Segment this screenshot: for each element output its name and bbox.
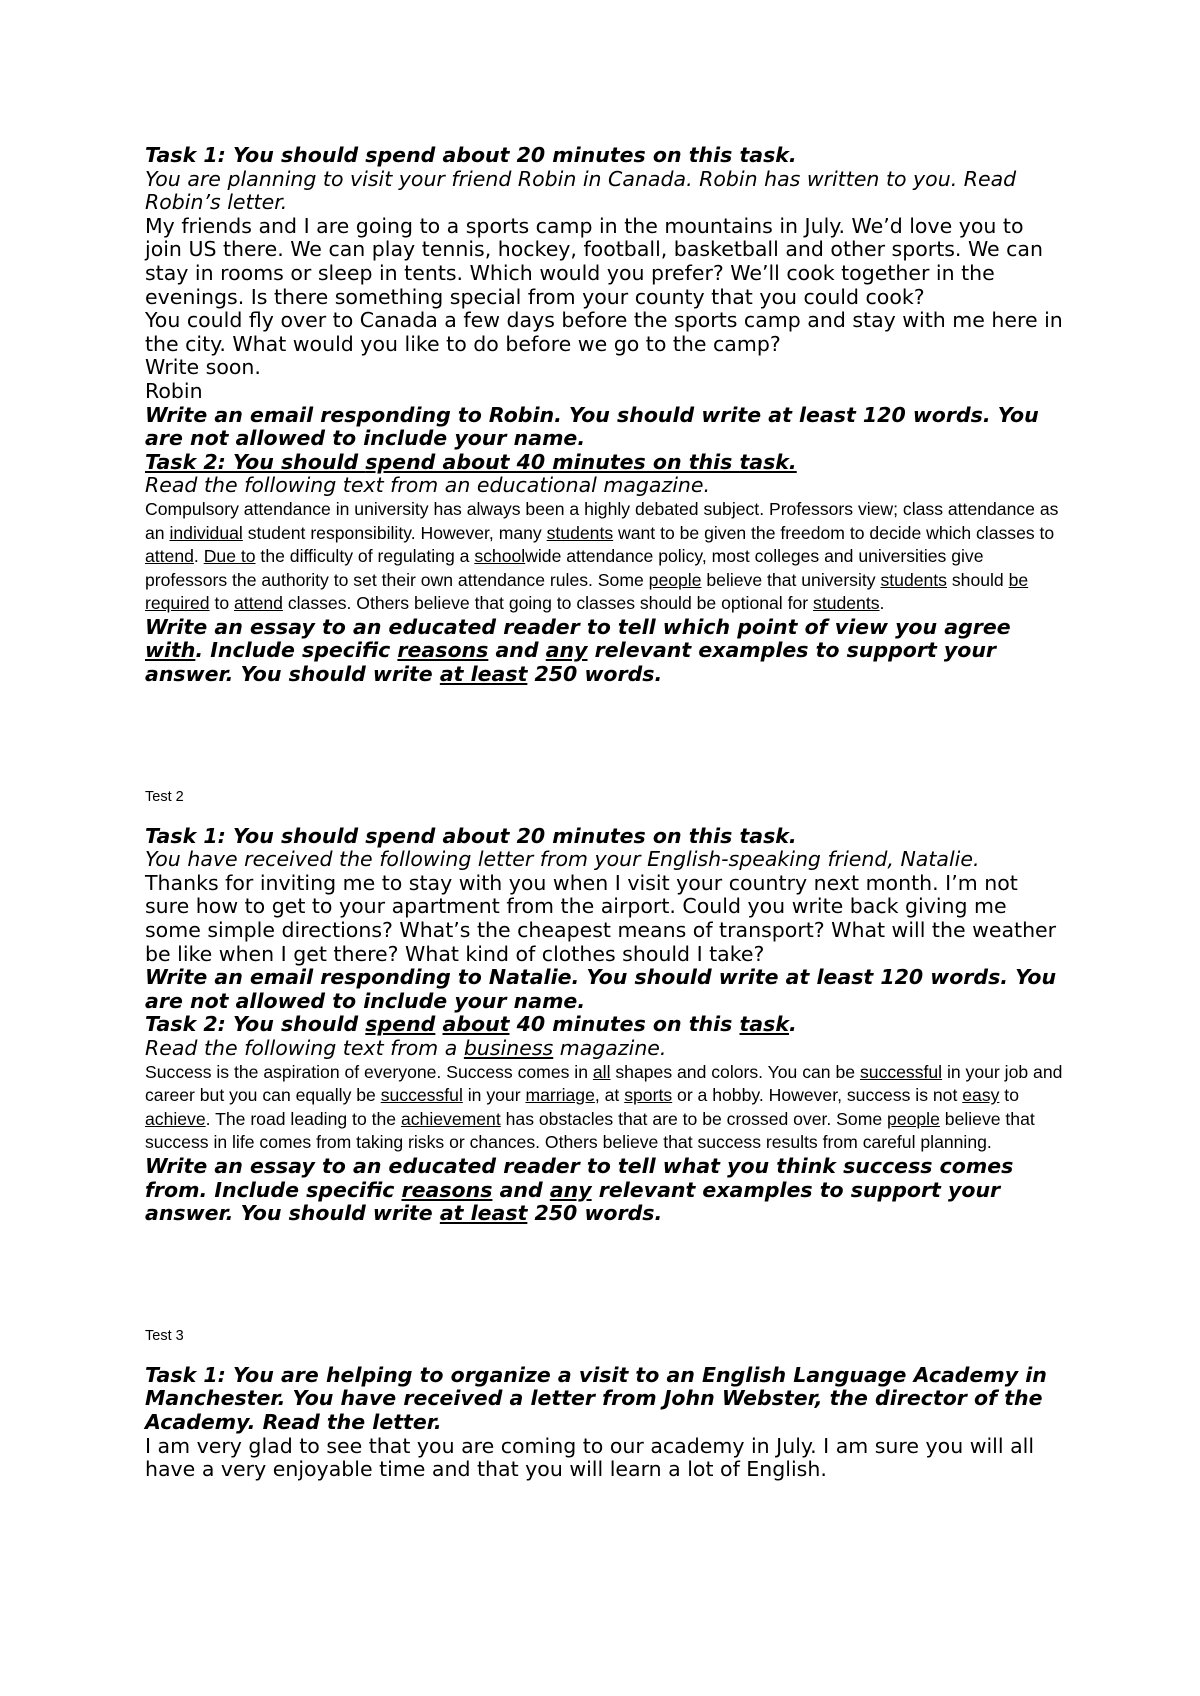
underlined-word: all [592,1061,611,1082]
passage-text: or a hobby. However, success is not [672,1085,963,1106]
test1-letter-closing: Write soon. [145,355,261,380]
test1-letter-signature: Robin [145,378,203,403]
test2-task2-title [145,1013,1065,1037]
underlined-word: individual [169,522,243,543]
passage-text: believe that university [701,569,881,590]
test2-passage [145,1061,1065,1155]
underlined-word: people [887,1108,940,1129]
underlined-word: people [648,569,702,590]
underlined-word: achievement [400,1108,501,1129]
test3-label: Test 3 [145,1327,184,1344]
test1-passage [145,498,1065,616]
passage-text: , at [594,1085,625,1106]
prompt-text: and [488,638,546,663]
passage-text: want to be given the freedom to decide which classes to [613,522,1055,543]
prompt-text: . Include specific [195,638,398,663]
instruction-text: Read the following text from a [145,1036,464,1060]
underlined-word: easy [962,1085,1000,1106]
underlined-word: task [739,1012,789,1037]
underlined-word: sports [624,1085,673,1106]
title-part: 40 minutes on this [509,1012,740,1037]
passage-text: . [879,593,885,614]
spacer [145,687,1065,787]
underlined-word: achieve [145,1108,206,1129]
passage-text: wide attendance policy, most colleges and universities give professors the authority to set their own attendance rules. Some [145,546,984,590]
test1-task2-title [145,451,1065,475]
prompt-text: 250 words. [527,662,663,687]
test2-label: Test 2 [145,788,184,805]
passage-text: Compulsory attendance in university has always been a highly debated subject. Professors view; class attendance as an [145,498,1059,543]
prompt-text: Write an essay to an educated reader to tell what you think success comes from. Include specific [145,1153,1014,1202]
underlined-word: students [546,522,614,543]
test2-task1-title: Task 1: You should spend about 20 minutes on this task. [145,823,797,848]
underlined-word: business [463,1036,554,1060]
spacer [145,1226,1065,1326]
title-part: 40 minutes on this [509,449,740,474]
underlined-word: students [880,569,947,590]
underlined-word: attend [234,593,283,614]
passage-text: in your job and career but you can equally be [145,1061,1063,1106]
underlined-word: marriage [525,1085,595,1106]
underlined-word: Due to [203,546,256,567]
underlined-word: any [549,1177,592,1202]
test2-task1-instruction: You have received the following letter from your English-speaking friend, Natalie. [145,847,980,872]
test1-letter-paragraph-2: You could fly over to Canada a few days before the sports camp and stay with me here in the city. What would you like to do before we go to the camp? [145,308,1063,356]
passage-text: student responsibility. However, many [242,522,547,543]
title-part: Task 2: You should [145,449,366,474]
test1-task1-prompt: Write an email responding to Robin. You should write at least 120 words. You are not allowed to include your name. [145,402,1039,451]
prompt-text: 250 words. [527,1201,663,1226]
underlined-word: students [813,593,880,614]
prompt-text: relevant examples to support your answer. You should write [145,638,997,687]
test3-letter: I am very glad to see that you are coming to our academy in July. I am sure you will all have a very enjoyable time and that you will learn a lot of English. [145,1433,1035,1482]
passage-text: to [209,593,235,614]
underlined-word: any [545,638,588,663]
passage-text: . The road leading to the [205,1108,401,1129]
underlined-word: reasons [397,638,489,663]
underlined-word: at least [439,662,528,687]
title-part: . [788,1012,797,1037]
underlined-word: reasons [401,1177,493,1202]
passage-text: . [193,546,204,567]
document-content [145,144,1065,1482]
instruction-text: magazine. [553,1036,667,1060]
title-part: Task 2: You should [145,1012,366,1037]
underlined-word: attend [145,546,194,567]
test1-task2-prompt [145,616,1065,687]
test2-task2-instruction [145,1037,1065,1061]
passage-text: shapes and colors. You can be [610,1061,860,1082]
prompt-text: Write an essay to an educated reader to tell which point of view you agree [145,614,1011,639]
title-part [435,1012,442,1036]
underlined-phrase: task. [739,449,797,474]
underlined-phrase: spend about [365,449,510,474]
test2-task1-prompt: Write an email responding to Natalie. You should write at least 120 words. You are not allowed to include your name. [145,965,1057,1013]
passage-text: has obstacles that are to be crossed over. Some [500,1108,888,1129]
test2-task2-prompt [145,1155,1065,1226]
test1-task2-instruction: Read the following text from an educational magazine. [145,473,711,498]
underlined-word: about [442,1012,510,1037]
passage-text: believe that success in life comes from taking risks or chances. Others believe that success results from careful planning. [145,1108,1035,1153]
test2-letter: Thanks for inviting me to stay with you when I visit your country next month. I’m not sure how to get to your apartment from the airport. Could you write back giving me some simple directions? What’s the cheapest means of transport? What will the weather be like when I get there? What kind of clothes should I take? [145,870,1057,966]
prompt-text: relevant examples to support your answer. You should write [145,1177,1001,1226]
spacer [145,1346,1065,1364]
passage-text: the difficulty of regulating a [255,546,475,567]
spacer [145,807,1065,825]
underlined-word: with [145,638,196,663]
underlined-word: spend [365,1012,436,1037]
underlined-word: school [474,546,526,567]
passage-text: classes. Others believe that going to classes should be optional for [282,593,814,614]
test1-letter-paragraph-1: My friends and I are going to a sports camp in the mountains in July. We’d love you to join US there. We can play tennis, hockey, football, basketball and other sports. We can stay in rooms or sleep in tents. Which would you prefer? We’ll cook together in the evenings. Is there something special from your county that you could cook? [145,213,1043,309]
underlined-word: successful [859,1061,943,1082]
passage-text: to [999,1085,1019,1106]
underlined-word: be required [145,569,1029,614]
underlined-word: successful [380,1085,463,1106]
passage-text: in your [462,1085,526,1106]
prompt-text: and [492,1177,550,1202]
test1-task1-title: Task 1: You should spend about 20 minutes on this task. [145,143,797,167]
test3-task1-title: Task 1: You are helping to organize a visit to an English Language Academy in Manchester. You have received a letter from John Webster, the director of the Academy. Read the letter. [145,1362,1047,1434]
passage-text: should [946,569,1009,590]
test1-task1-instruction: You are planning to visit your friend Robin in Canada. Robin has written to you. Read Robin’s letter. [145,166,1017,215]
passage-text: Success is the aspiration of everyone. Success comes in [145,1061,593,1082]
underlined-word: at least [439,1201,528,1226]
